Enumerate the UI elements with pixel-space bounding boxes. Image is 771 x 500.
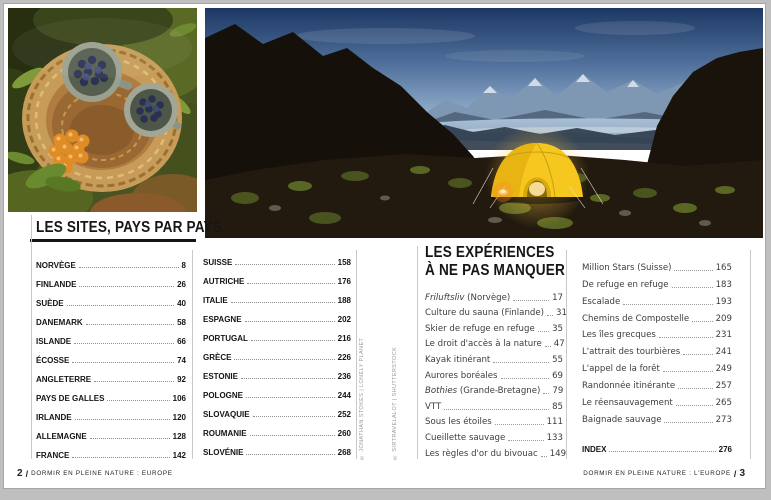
toc-page-number: 176 bbox=[337, 277, 351, 286]
toc-row[interactable] bbox=[203, 267, 351, 286]
footer-right bbox=[583, 468, 745, 479]
toc-label: ESPAGNE bbox=[203, 315, 242, 324]
photo-credit-right: © SIRTRAVELALOT | SHUTTERSTOCK bbox=[392, 346, 398, 460]
toc-label: NORVÈGE bbox=[36, 261, 76, 270]
dot-leader bbox=[543, 393, 549, 394]
column-divider bbox=[356, 250, 357, 459]
toc-row[interactable] bbox=[203, 305, 351, 324]
toc-row[interactable] bbox=[36, 422, 186, 441]
dot-leader bbox=[246, 397, 335, 398]
page-number-right: 3 bbox=[739, 468, 745, 479]
toc-page-number: 188 bbox=[337, 296, 351, 305]
toc-page-number: 236 bbox=[337, 372, 351, 381]
toc-page-number: 193 bbox=[715, 296, 732, 307]
toc-page-number: 268 bbox=[337, 448, 351, 457]
dot-leader bbox=[245, 321, 335, 322]
dot-leader bbox=[251, 340, 335, 341]
experiences-list-2 bbox=[582, 256, 732, 425]
toc-label: Les îles grecques bbox=[582, 330, 656, 341]
dot-leader bbox=[663, 371, 713, 372]
toc-label: Le réensauvagement bbox=[582, 398, 673, 409]
footer-left bbox=[17, 468, 173, 479]
toc-page-number: 31 bbox=[555, 308, 567, 319]
dot-leader bbox=[609, 451, 715, 452]
tent-photo-art bbox=[205, 8, 763, 238]
dot-leader bbox=[94, 381, 174, 382]
dot-leader bbox=[79, 286, 174, 287]
toc-page-number: 241 bbox=[715, 347, 732, 358]
toc-label: Million Stars (Suisse) bbox=[582, 262, 672, 273]
experiences-list-1 bbox=[425, 287, 567, 459]
toc-row[interactable] bbox=[582, 307, 732, 324]
toc-label: PORTUGAL bbox=[203, 334, 248, 343]
toc-label: POLOGNE bbox=[203, 391, 244, 400]
footer-book-title: DORMIR EN PLEINE NATURE : EUROPE bbox=[31, 470, 173, 477]
toc-page-number: 142 bbox=[172, 451, 186, 460]
toc-page-number: 55 bbox=[552, 354, 563, 365]
toc-page-number: 85 bbox=[552, 401, 563, 412]
toc-page-number: 58 bbox=[177, 318, 186, 327]
toc-page-number: 273 bbox=[715, 414, 732, 425]
column-divider bbox=[566, 250, 567, 459]
toc-label: De refuge en refuge bbox=[582, 279, 669, 290]
photo-credit-left: © JONATHAN STOKES | LONELY PLANET bbox=[359, 337, 365, 460]
toc-page-number: 120 bbox=[172, 413, 186, 422]
toc-label: Baignade sauvage bbox=[582, 414, 662, 425]
toc-page-number: 226 bbox=[337, 353, 351, 362]
toc-page-number: 128 bbox=[172, 432, 186, 441]
toc-row[interactable] bbox=[203, 362, 351, 381]
toc-label: Sous les étoiles bbox=[425, 417, 492, 428]
toc-page-number: 79 bbox=[552, 386, 564, 397]
toc-row[interactable] bbox=[582, 374, 732, 391]
toc-row[interactable] bbox=[36, 384, 186, 403]
toc-row[interactable] bbox=[425, 334, 563, 350]
experiences-title-line1: LES EXPÉRIENCES bbox=[425, 244, 555, 261]
toc-row[interactable] bbox=[425, 365, 563, 381]
toc-page-number: 149 bbox=[549, 448, 567, 459]
toc-row[interactable] bbox=[582, 256, 732, 273]
index-entry bbox=[582, 440, 732, 454]
toc-row[interactable] bbox=[36, 270, 186, 289]
toc-label: IRLANDE bbox=[36, 413, 72, 422]
dot-leader bbox=[683, 354, 712, 355]
toc-label: AUTRICHE bbox=[203, 277, 245, 286]
toc-page-number: 47 bbox=[553, 339, 565, 350]
toc-label: Chemins de Compostelle bbox=[582, 313, 690, 324]
toc-row[interactable] bbox=[425, 349, 563, 365]
toc-label: L'appel de la forêt bbox=[582, 364, 660, 375]
toc-label: ITALIE bbox=[203, 296, 228, 305]
toc-label: ÉCOSSE bbox=[36, 356, 70, 365]
toc-label: SUÈDE bbox=[36, 299, 64, 308]
dot-leader bbox=[541, 456, 547, 457]
toc-label: SLOVAQUIE bbox=[203, 410, 250, 419]
dot-leader bbox=[250, 435, 335, 436]
footer-separator: / bbox=[25, 468, 29, 479]
toc-row[interactable] bbox=[203, 381, 351, 400]
experiences-section-title bbox=[425, 244, 565, 279]
toc-row[interactable] bbox=[203, 419, 351, 438]
toc-label: PAYS DE GALLES bbox=[36, 394, 105, 403]
column-divider bbox=[192, 250, 193, 459]
dot-leader bbox=[90, 438, 170, 439]
dot-leader bbox=[241, 378, 335, 379]
dot-leader bbox=[86, 324, 174, 325]
toc-page-number: 165 bbox=[715, 262, 732, 273]
toc-row[interactable] bbox=[582, 290, 732, 307]
toc-row[interactable] bbox=[36, 441, 186, 460]
sites-section-title: LES SITES, PAYS PAR PAYS bbox=[36, 219, 222, 236]
toc-label: ROUMANIE bbox=[203, 429, 247, 438]
toc-row[interactable] bbox=[36, 289, 186, 308]
dot-leader bbox=[659, 337, 713, 338]
dot-leader bbox=[444, 409, 549, 410]
toc-page-number: 231 bbox=[715, 330, 732, 341]
toc-page-number: 8 bbox=[181, 261, 186, 270]
toc-label: Randonnée itinérante bbox=[582, 381, 676, 392]
toc-row[interactable] bbox=[582, 357, 732, 374]
toc-label: INDEX bbox=[582, 445, 607, 454]
toc-label: Kayak itinérant bbox=[425, 354, 491, 365]
toc-row[interactable] bbox=[582, 340, 732, 357]
toc-page-number: 40 bbox=[177, 299, 186, 308]
dot-leader bbox=[253, 416, 335, 417]
toc-row[interactable] bbox=[36, 403, 186, 422]
toc-row[interactable] bbox=[582, 408, 732, 425]
toc-row[interactable] bbox=[582, 391, 732, 408]
dot-leader bbox=[692, 321, 712, 322]
toc-row[interactable] bbox=[36, 346, 186, 365]
toc-row[interactable] bbox=[425, 318, 563, 334]
berries-basket-photo bbox=[8, 8, 197, 212]
toc-label: ISLANDE bbox=[36, 337, 72, 346]
toc-label: Culture du sauna (Finlande) bbox=[425, 308, 544, 319]
toc-page-number: 257 bbox=[715, 381, 732, 392]
toc-row[interactable] bbox=[582, 273, 732, 290]
toc-page-number: 202 bbox=[337, 315, 351, 324]
toc-row[interactable] bbox=[582, 440, 732, 454]
toc-page-number: 92 bbox=[177, 375, 186, 384]
toc-page-number: 249 bbox=[715, 364, 732, 375]
toc-label: Le droit d'accès à la nature bbox=[425, 339, 542, 350]
sites-country-list-1 bbox=[36, 251, 186, 460]
toc-row[interactable] bbox=[203, 438, 351, 457]
toc-row[interactable] bbox=[425, 443, 567, 459]
toc-page-number: 66 bbox=[177, 337, 186, 346]
toc-row[interactable] bbox=[36, 365, 186, 384]
toc-row[interactable] bbox=[203, 248, 351, 267]
toc-page-number: 252 bbox=[337, 410, 351, 419]
dot-leader bbox=[676, 405, 713, 406]
toc-page-number: 216 bbox=[337, 334, 351, 343]
toc-page-number: 158 bbox=[337, 258, 351, 267]
toc-row[interactable] bbox=[203, 324, 351, 343]
column-divider bbox=[750, 250, 751, 459]
dot-leader bbox=[246, 454, 334, 455]
dot-leader bbox=[247, 283, 334, 284]
dot-leader bbox=[664, 422, 712, 423]
dot-leader bbox=[75, 419, 170, 420]
toc-row[interactable] bbox=[425, 381, 563, 397]
toc-label: Les règles d'or du bivouac bbox=[425, 448, 538, 459]
toc-row[interactable] bbox=[425, 427, 563, 443]
toc-label: Skier de refuge en refuge bbox=[425, 323, 535, 334]
toc-row[interactable] bbox=[425, 287, 563, 303]
toc-row[interactable] bbox=[203, 286, 351, 305]
dot-leader bbox=[501, 378, 550, 379]
toc-label: GRÈCE bbox=[203, 353, 232, 362]
toc-row[interactable] bbox=[425, 396, 563, 412]
toc-row[interactable] bbox=[203, 400, 351, 419]
toc-label: Bothies (Grande-Bretagne) bbox=[425, 386, 541, 397]
column-divider bbox=[417, 246, 418, 459]
dot-leader bbox=[538, 331, 549, 332]
toc-label: L'attrait des tourbières bbox=[582, 347, 681, 358]
toc-page-number: 260 bbox=[337, 429, 351, 438]
toc-page-number: 276 bbox=[718, 445, 732, 454]
toc-row[interactable] bbox=[203, 343, 351, 362]
dot-leader bbox=[74, 343, 174, 344]
toc-page-number: 26 bbox=[177, 280, 186, 289]
toc-page-number: 111 bbox=[546, 417, 563, 428]
toc-label: Cueillette sauvage bbox=[425, 432, 506, 443]
dot-leader bbox=[231, 302, 335, 303]
toc-label: VTT bbox=[425, 401, 442, 412]
footer-separator: / bbox=[733, 468, 737, 479]
toc-row[interactable] bbox=[582, 324, 732, 341]
dot-leader bbox=[547, 315, 553, 316]
toc-page-number: 133 bbox=[546, 432, 563, 443]
dot-leader bbox=[234, 359, 334, 360]
dot-leader bbox=[674, 270, 712, 271]
toc-page-number: 35 bbox=[552, 323, 563, 334]
dot-leader bbox=[623, 304, 712, 305]
toc-label: ANGLETERRE bbox=[36, 375, 92, 384]
toc-label: ESTONIE bbox=[203, 372, 238, 381]
dot-leader bbox=[72, 362, 174, 363]
toc-row[interactable] bbox=[425, 303, 567, 319]
toc-row[interactable] bbox=[425, 412, 563, 428]
dot-leader bbox=[235, 264, 334, 265]
dot-leader bbox=[508, 440, 543, 441]
column-divider bbox=[31, 215, 32, 459]
experiences-title-line2: À NE PAS MANQUER bbox=[425, 261, 565, 279]
dot-leader bbox=[545, 346, 551, 347]
toc-page-number: 244 bbox=[337, 391, 351, 400]
toc-page-number: 17 bbox=[552, 292, 563, 303]
dot-leader bbox=[513, 300, 549, 301]
toc-label: FRANCE bbox=[36, 451, 70, 460]
toc-page-number: 74 bbox=[177, 356, 186, 365]
toc-label: Aurores boréales bbox=[425, 370, 498, 381]
toc-row[interactable] bbox=[36, 327, 186, 346]
berries-photo-art bbox=[8, 8, 197, 212]
page-number-left: 2 bbox=[17, 468, 23, 479]
dot-leader bbox=[79, 267, 179, 268]
toc-page-number: 69 bbox=[552, 370, 563, 381]
sites-country-list-2 bbox=[203, 248, 351, 457]
tent-mountain-photo bbox=[205, 8, 763, 238]
dot-leader bbox=[495, 424, 544, 425]
sites-title-underline bbox=[30, 239, 196, 242]
toc-page-number: 209 bbox=[715, 313, 732, 324]
toc-label: ALLEMAGNE bbox=[36, 432, 87, 441]
dot-leader bbox=[67, 305, 175, 306]
toc-label: SUISSE bbox=[203, 258, 233, 267]
toc-page-number: 183 bbox=[715, 279, 732, 290]
dot-leader bbox=[107, 400, 169, 401]
toc-label: DANEMARK bbox=[36, 318, 83, 327]
toc-label: Escalade bbox=[582, 296, 621, 307]
toc-label: SLOVÉNIE bbox=[203, 448, 244, 457]
dot-leader bbox=[493, 362, 549, 363]
toc-label: FINLANDE bbox=[36, 280, 77, 289]
footer-book-title: DORMIR EN PLEINE NATURE : L'EUROPE bbox=[583, 470, 731, 477]
toc-page-number: 106 bbox=[172, 394, 186, 403]
toc-row[interactable] bbox=[36, 251, 186, 270]
dot-leader bbox=[72, 457, 169, 458]
toc-page-number: 265 bbox=[715, 398, 732, 409]
dot-leader bbox=[672, 287, 713, 288]
dot-leader bbox=[678, 388, 712, 389]
toc-row[interactable] bbox=[36, 308, 186, 327]
toc-label: Friluftsliv (Norvège) bbox=[425, 292, 511, 303]
